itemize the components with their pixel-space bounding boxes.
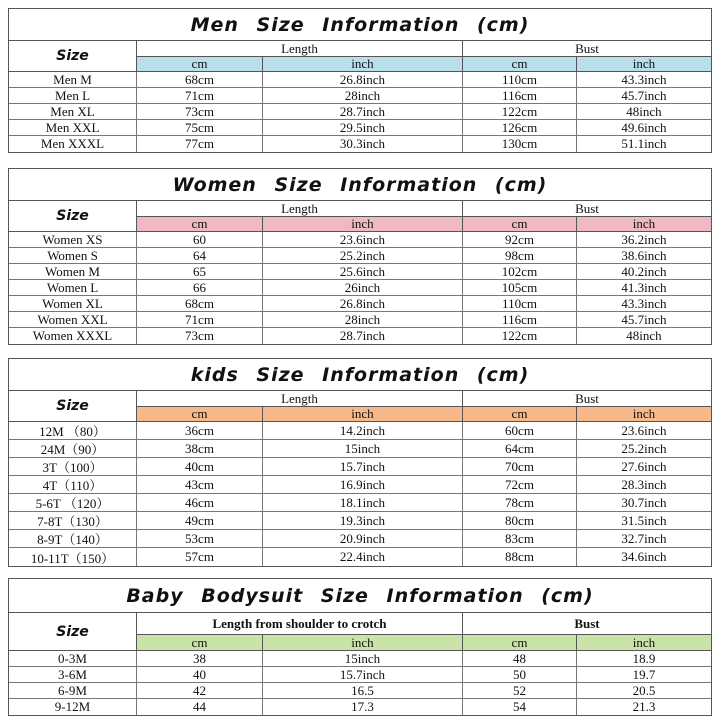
men-rows — [9, 72, 711, 152]
length-inch-cell: 22.4inch — [263, 548, 463, 566]
size-cell: 10-11T（150） — [9, 548, 137, 566]
table-row — [9, 548, 711, 566]
length-inch-cell: 15.7inch — [263, 667, 463, 682]
table-row — [9, 88, 711, 104]
bust-inch-cell: 21.3 — [632, 699, 656, 714]
length-cm-cell: 77cm — [137, 136, 263, 152]
table-row — [9, 512, 711, 530]
size-cell: Women XXL — [9, 312, 137, 327]
women-bust-header: Bust — [463, 201, 711, 217]
baby-unit-inch: inch — [263, 635, 463, 650]
table-row — [9, 296, 711, 312]
bust-cm-cell: 88cm — [463, 548, 577, 566]
bust-cm-cell: 122cm — [463, 328, 577, 344]
bust-cm-cell: 116cm — [463, 312, 577, 327]
length-cm-cell: 68cm — [137, 72, 263, 87]
table-row — [9, 494, 711, 512]
length-inch-cell: 26.8inch — [263, 296, 463, 311]
kids-unit-cm: cm — [463, 407, 577, 421]
length-inch-cell: 16.9inch — [263, 476, 463, 493]
women-size-table — [8, 168, 712, 345]
length-inch-cell: 29.5inch — [263, 120, 463, 135]
length-cm-cell: 71cm — [137, 312, 263, 327]
table-row — [9, 458, 711, 476]
women-length-group — [137, 201, 463, 231]
women-length-header: Length — [137, 201, 463, 217]
length-inch-cell: 18.1inch — [263, 494, 463, 511]
men-length-units — [137, 57, 463, 71]
women-rows — [9, 232, 711, 344]
bust-inch-cell: 36.2inch — [621, 231, 667, 247]
bust-inch-cell: 32.7inch — [621, 530, 667, 546]
table-row — [9, 120, 711, 136]
length-inch-cell: 25.6inch — [263, 264, 463, 279]
bust-cm-cell: 92cm — [463, 232, 577, 247]
length-cm-cell: 42 — [137, 683, 263, 698]
length-inch-cell: 30.3inch — [263, 136, 463, 152]
table-row — [9, 530, 711, 548]
bust-cm-cell: 102cm — [463, 264, 577, 279]
men-unit-inch: inch — [632, 56, 656, 71]
kids-length-header: Length — [137, 391, 463, 407]
size-cell: 3-6M — [9, 667, 137, 682]
bust-cm-cell: 54 — [463, 699, 577, 715]
length-inch-cell: 15inch — [263, 651, 463, 666]
men-header — [9, 41, 711, 72]
size-cell: 8-9T（140） — [9, 530, 137, 547]
kids-bust-header: Bust — [463, 391, 711, 407]
size-cell: 12M （80） — [9, 422, 137, 439]
bust-inch-cell: 51.1inch — [621, 136, 667, 151]
bust-inch-cell: 31.5inch — [621, 512, 667, 528]
baby-bust-group — [463, 613, 711, 650]
bust-inch-cell: 43.3inch — [621, 295, 667, 311]
length-inch-cell: 28.7inch — [263, 104, 463, 119]
men-unit-cm: cm — [463, 57, 577, 71]
men-table-title: Men Size Information (cm) — [9, 9, 711, 41]
women-size-header: Size — [9, 201, 137, 231]
bust-inch-cell: 18.9 — [632, 650, 656, 666]
length-inch-cell: 14.2inch — [263, 422, 463, 439]
size-cell: Women XL — [9, 296, 137, 311]
bust-cm-cell: 130cm — [463, 136, 577, 152]
size-cell: 0-3M — [9, 651, 137, 666]
size-cell: 7-8T（130） — [9, 512, 137, 529]
table-row — [9, 248, 711, 264]
bust-cm-cell: 70cm — [463, 458, 577, 475]
size-cell: 3T（100） — [9, 458, 137, 475]
table-row — [9, 699, 711, 715]
bust-inch-cell: 28.3inch — [621, 476, 667, 492]
baby-unit-cm: cm — [137, 635, 263, 650]
bust-inch-cell: 27.6inch — [621, 458, 667, 474]
kids-unit-cm: cm — [137, 407, 263, 421]
table-row — [9, 440, 711, 458]
women-unit-inch: inch — [263, 217, 463, 231]
length-cm-cell: 75cm — [137, 120, 263, 135]
baby-size-header: Size — [9, 613, 137, 650]
bust-inch-cell: 23.6inch — [621, 422, 667, 438]
length-cm-cell: 46cm — [137, 494, 263, 511]
length-inch-cell: 25.2inch — [263, 248, 463, 263]
size-cell: Men L — [9, 88, 137, 103]
men-bust-group — [463, 41, 711, 71]
length-cm-cell: 71cm — [137, 88, 263, 103]
length-cm-cell: 73cm — [137, 104, 263, 119]
women-unit-cm: cm — [137, 217, 263, 231]
women-table-title: Women Size Information (cm) — [9, 169, 711, 201]
women-bust-group — [463, 201, 711, 231]
men-size-header: Size — [9, 41, 137, 71]
bust-inch-cell: 20.5 — [632, 682, 656, 698]
baby-table-title: Baby Bodysuit Size Information (cm) — [9, 579, 711, 613]
length-inch-cell: 17.3 — [263, 699, 463, 715]
baby-length-units — [137, 635, 463, 650]
bust-inch-cell: 48inch — [626, 103, 662, 119]
size-cell: Men XL — [9, 104, 137, 119]
women-bust-units — [463, 217, 711, 231]
kids-length-group — [137, 391, 463, 421]
men-bust-units — [463, 57, 711, 71]
length-inch-cell: 19.3inch — [263, 512, 463, 529]
length-cm-cell: 64 — [137, 248, 263, 263]
bust-cm-cell: 83cm — [463, 530, 577, 547]
bust-cm-cell: 110cm — [463, 72, 577, 87]
table-row — [9, 232, 711, 248]
length-inch-cell: 26inch — [263, 280, 463, 295]
kids-size-table — [8, 358, 712, 567]
kids-unit-inch: inch — [263, 407, 463, 421]
bust-cm-cell: 122cm — [463, 104, 577, 119]
length-inch-cell: 26.8inch — [263, 72, 463, 87]
length-cm-cell: 36cm — [137, 422, 263, 439]
baby-bust-header: Bust — [463, 613, 711, 635]
length-inch-cell: 28.7inch — [263, 328, 463, 344]
length-cm-cell: 49cm — [137, 512, 263, 529]
baby-unit-inch: inch — [632, 634, 656, 650]
baby-length-header: Length from shoulder to crotch — [137, 613, 463, 635]
length-cm-cell: 57cm — [137, 548, 263, 566]
bust-inch-cell: 30.7inch — [621, 494, 667, 510]
size-cell: 24M（90） — [9, 440, 137, 457]
men-length-header: Length — [137, 41, 463, 57]
bust-inch-cell: 43.3inch — [621, 71, 667, 87]
table-row — [9, 476, 711, 494]
women-unit-inch: inch — [632, 216, 656, 231]
table-row — [9, 264, 711, 280]
length-inch-cell: 23.6inch — [263, 232, 463, 247]
size-cell: Women L — [9, 280, 137, 295]
table-row — [9, 328, 711, 344]
length-inch-cell: 28inch — [263, 312, 463, 327]
size-cell: Men M — [9, 72, 137, 87]
bust-inch-cell: 41.3inch — [621, 279, 667, 295]
table-row — [9, 651, 711, 667]
size-cell: Men XXXL — [9, 136, 137, 152]
size-cell: Women XXXL — [9, 328, 137, 344]
bust-inch-cell: 49.6inch — [621, 119, 667, 135]
size-cell: 5-6T （120） — [9, 494, 137, 511]
length-cm-cell: 44 — [137, 699, 263, 715]
length-inch-cell: 20.9inch — [263, 530, 463, 547]
size-cell: Women M — [9, 264, 137, 279]
table-row — [9, 312, 711, 328]
length-cm-cell: 40cm — [137, 458, 263, 475]
women-length-units — [137, 217, 463, 231]
baby-unit-cm: cm — [463, 635, 577, 650]
table-row — [9, 422, 711, 440]
bust-inch-cell: 45.7inch — [621, 87, 667, 103]
bust-cm-cell: 98cm — [463, 248, 577, 263]
bust-inch-cell: 34.6inch — [621, 549, 667, 564]
kids-unit-inch: inch — [632, 406, 656, 421]
men-length-group — [137, 41, 463, 71]
table-row — [9, 683, 711, 699]
length-cm-cell: 43cm — [137, 476, 263, 493]
kids-bust-units — [463, 407, 711, 421]
kids-header — [9, 391, 711, 422]
bust-cm-cell: 78cm — [463, 494, 577, 511]
bust-inch-cell: 45.7inch — [621, 311, 667, 327]
bust-inch-cell: 25.2inch — [621, 440, 667, 456]
bust-inch-cell: 38.6inch — [621, 247, 667, 263]
length-cm-cell: 68cm — [137, 296, 263, 311]
length-cm-cell: 38 — [137, 651, 263, 666]
men-size-table — [8, 8, 712, 153]
bust-inch-cell: 48inch — [626, 328, 662, 343]
kids-bust-group — [463, 391, 711, 421]
length-cm-cell: 73cm — [137, 328, 263, 344]
baby-rows — [9, 651, 711, 715]
size-cell: Men XXL — [9, 120, 137, 135]
table-row — [9, 104, 711, 120]
bust-cm-cell: 110cm — [463, 296, 577, 311]
length-inch-cell: 15inch — [263, 440, 463, 457]
size-cell: 4T（110） — [9, 476, 137, 493]
bust-cm-cell: 105cm — [463, 280, 577, 295]
length-inch-cell: 28inch — [263, 88, 463, 103]
bust-cm-cell: 52 — [463, 683, 577, 698]
baby-header — [9, 613, 711, 651]
kids-rows — [9, 422, 711, 566]
table-row — [9, 72, 711, 88]
size-cell: 9-12M — [9, 699, 137, 715]
bust-cm-cell: 116cm — [463, 88, 577, 103]
kids-size-header: Size — [9, 391, 137, 421]
length-inch-cell: 16.5 — [263, 683, 463, 698]
size-cell: Women S — [9, 248, 137, 263]
kids-table-title: kids Size Information (cm) — [9, 359, 711, 391]
table-row — [9, 280, 711, 296]
bust-cm-cell: 48 — [463, 651, 577, 666]
bust-cm-cell: 72cm — [463, 476, 577, 493]
length-cm-cell: 66 — [137, 280, 263, 295]
length-cm-cell: 40 — [137, 667, 263, 682]
table-row — [9, 136, 711, 152]
baby-bust-units — [463, 635, 711, 650]
length-inch-cell: 15.7inch — [263, 458, 463, 475]
bust-inch-cell: 40.2inch — [621, 263, 667, 279]
baby-length-group — [137, 613, 463, 650]
kids-length-units — [137, 407, 463, 421]
bust-cm-cell: 50 — [463, 667, 577, 682]
men-unit-inch: inch — [263, 57, 463, 71]
bust-inch-cell: 19.7 — [632, 666, 656, 682]
baby-size-table — [8, 578, 712, 716]
bust-cm-cell: 64cm — [463, 440, 577, 457]
size-cell: Women XS — [9, 232, 137, 247]
length-cm-cell: 38cm — [137, 440, 263, 457]
size-cell: 6-9M — [9, 683, 137, 698]
length-cm-cell: 60 — [137, 232, 263, 247]
table-row — [9, 667, 711, 683]
length-cm-cell: 53cm — [137, 530, 263, 547]
women-header — [9, 201, 711, 232]
bust-cm-cell: 126cm — [463, 120, 577, 135]
bust-cm-cell: 60cm — [463, 422, 577, 439]
men-bust-header: Bust — [463, 41, 711, 57]
women-unit-cm: cm — [463, 217, 577, 231]
men-unit-cm: cm — [137, 57, 263, 71]
length-cm-cell: 65 — [137, 264, 263, 279]
bust-cm-cell: 80cm — [463, 512, 577, 529]
